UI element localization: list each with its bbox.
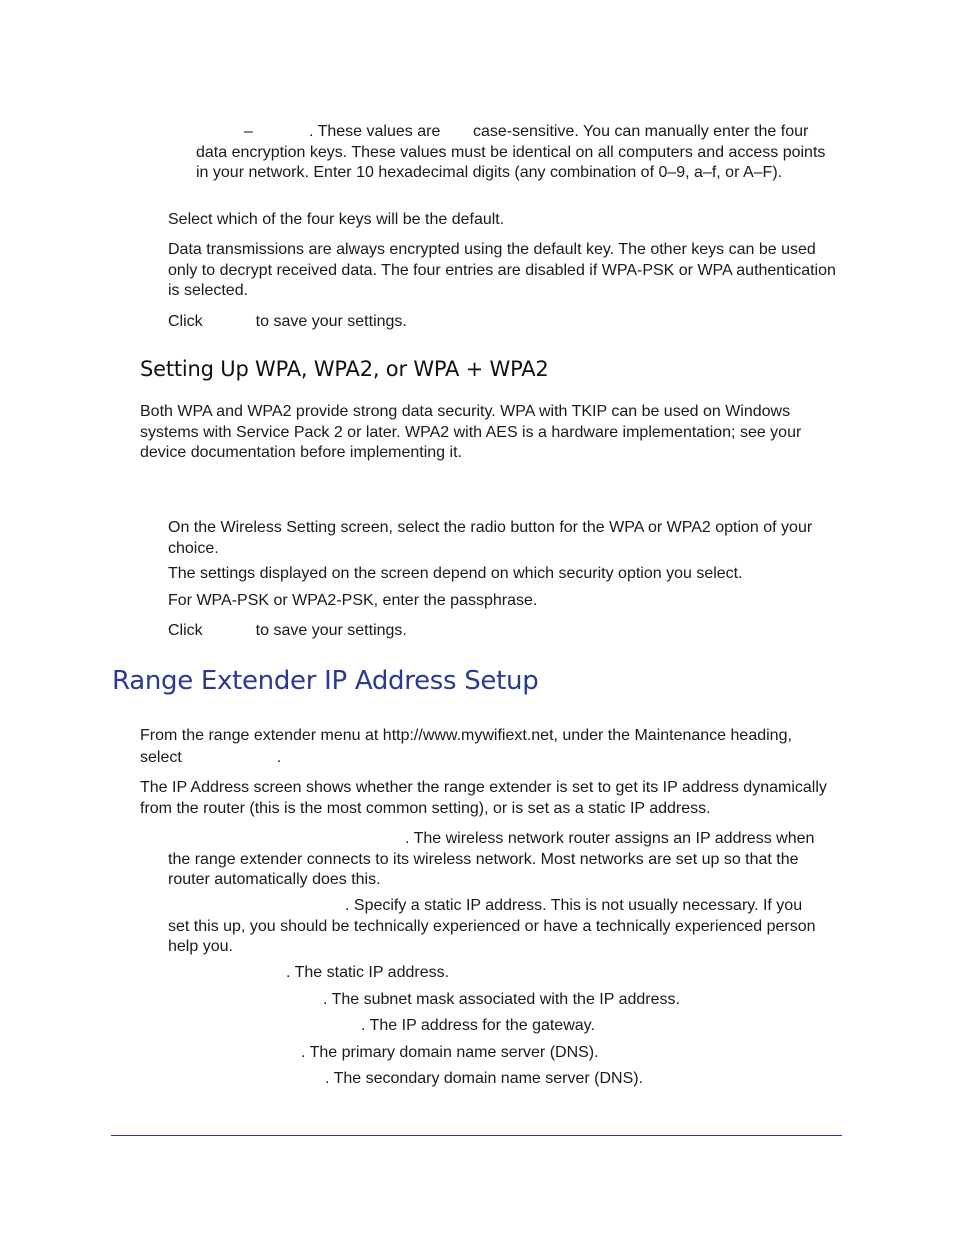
click-word: Click: [168, 313, 203, 330]
ip-section-heading: Range Extender IP Address Setup: [112, 666, 539, 696]
ip-screen-description: The IP Address screen shows whether the range extender is set to get its IP address dynamically from the router (this is the most common setting), or is set as a static IP address.: [140, 779, 827, 817]
click-save-rest: to save your settings.: [255, 313, 407, 330]
gateway-field-desc: . The IP address for the gateway.: [361, 1017, 595, 1034]
wpa-section-heading: Setting Up WPA, WPA2, or WPA + WPA2: [140, 357, 549, 381]
ip-menu-line1: From the range extender menu at http://www.mywifiext.net, under the Maintenance heading,: [140, 727, 792, 744]
wep-keys-dash: –: [244, 123, 253, 140]
wep-keys-line1-end: case-sensitive. You can manually enter the four: [473, 123, 809, 140]
primary-dns-field-desc: . The primary domain name server (DNS).: [301, 1044, 599, 1061]
secondary-dns-field-desc: . The secondary domain name server (DNS).: [325, 1070, 644, 1087]
ip-menu-period: .: [276, 748, 282, 766]
wpa-intro: Both WPA and WPA2 provide strong data security. WPA with TKIP can be used on Windows systems with Service Pack 2 or later. WPA2 with AES is a hardware implementation; see your device documentation before implementing it.: [140, 403, 802, 462]
wep-keys-paragraph: [196, 122, 846, 184]
dynamic-ip-first-line: . The wireless network router assigns an IP address when: [405, 830, 815, 847]
default-key-note: Data transmissions are always encrypted using the default key. The other keys can be used only to decrypt received data. The four entries are disabled if WPA-PSK or WPA authentication is selected.: [168, 241, 836, 300]
ip-address-field-desc: . The static IP address.: [286, 964, 450, 981]
static-ip-rest: set this up, you should be technically experienced or have a technically experienced person help you.: [168, 917, 816, 956]
click-save-line-2: [168, 621, 848, 642]
click-save-line-1: [168, 312, 848, 333]
click-word: Click: [168, 622, 203, 639]
wep-keys-rest: data encryption keys. These values must be identical on all computers and access points in your network. Enter 10 hexadecimal digits (any combination of 0–9, a–f, or A–F).: [196, 143, 826, 182]
subnet-mask-field-desc: . The subnet mask associated with the IP address.: [323, 991, 680, 1008]
wpa-step-note: The settings displayed on the screen depend on which security option you select.: [168, 565, 743, 582]
dynamic-ip-option: [168, 829, 848, 891]
wpa-step-passphrase: For WPA-PSK or WPA2-PSK, enter the passphrase.: [168, 592, 538, 609]
click-save-rest: to save your settings.: [255, 622, 407, 639]
wpa-step-select-radio: On the Wireless Setting screen, select the radio button for the WPA or WPA2 option of your choice.: [168, 519, 813, 557]
footer-divider: [111, 1135, 842, 1136]
static-ip-option: [168, 896, 848, 958]
default-key-text: Select which of the four keys will be the default.: [168, 211, 505, 228]
ip-menu-instruction: [140, 726, 844, 768]
wep-keys-line1-mid: . These values are: [309, 123, 441, 140]
ip-menu-select: select: [140, 748, 182, 766]
static-ip-first-line: . Specify a static IP address. This is not usually necessary. If you: [345, 897, 803, 914]
dynamic-ip-rest: the range extender connects to its wireless network. Most networks are set up so that the router automatically does this.: [168, 850, 799, 889]
